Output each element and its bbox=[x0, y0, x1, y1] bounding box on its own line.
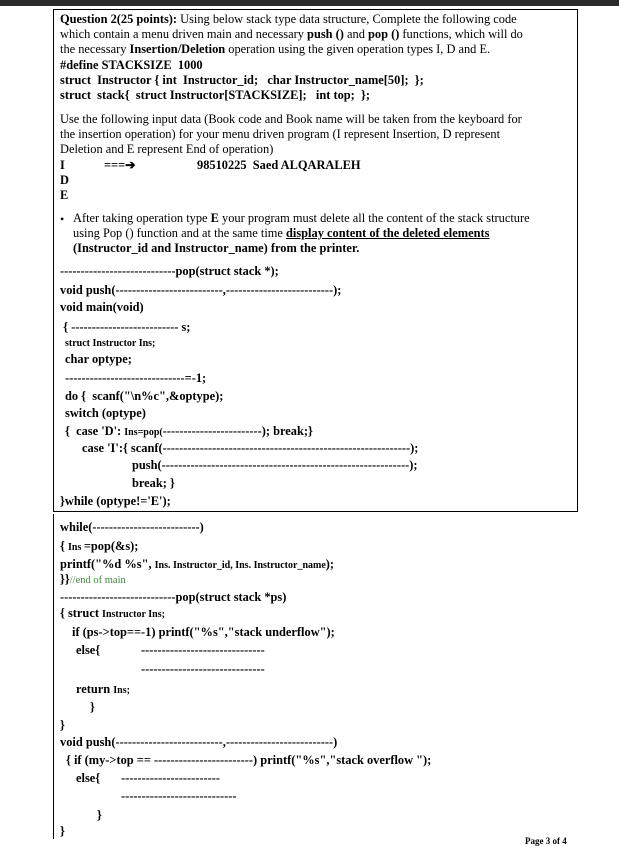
return-line bbox=[76, 682, 130, 698]
pop-assign-line bbox=[60, 539, 138, 555]
question-line-2 bbox=[60, 27, 523, 41]
define-line: #define STACKSIZE 1000 bbox=[60, 58, 203, 72]
bullet-line-2 bbox=[73, 226, 489, 240]
instructions-line-1: Use the following input data (Book code and Book name will be taken from the keyboard for bbox=[60, 112, 522, 126]
switch-line: switch (optype) bbox=[65, 406, 146, 420]
return-b: Ins; bbox=[113, 685, 130, 696]
case-d-a: { case 'D': bbox=[65, 424, 125, 438]
question-intro-3-start: the necessary bbox=[60, 42, 130, 56]
blank-line-2: ------------------------------ bbox=[141, 662, 265, 676]
case-i-line: case 'I':{ scanf(------------------------------------------------------------); bbox=[82, 441, 419, 455]
bullet-line-1-b: E bbox=[210, 211, 219, 225]
main-declaration: void main(void) bbox=[60, 300, 144, 314]
instructions-line-3: Deletion and E represent End of operation) bbox=[60, 142, 274, 156]
question-intro-2: which contain a menu driven main and necessary bbox=[60, 27, 308, 41]
return-a: return bbox=[76, 682, 114, 696]
instructions-line-2: the insertion operation) for your menu driven program (I represent Insertion, D represent bbox=[60, 127, 501, 141]
printf-line bbox=[60, 557, 334, 573]
push-declaration: void push(--------------------------,--------------------------); bbox=[60, 283, 342, 297]
struct-ins-decl: struct Instructor Ins; bbox=[65, 338, 156, 349]
question-intro-1: Using below stack type data structure, Complete the following code bbox=[177, 12, 517, 26]
left-border-line bbox=[53, 514, 54, 839]
overflow-a: { if (my->top == bbox=[66, 753, 155, 767]
overflow-line bbox=[66, 753, 431, 767]
underflow-line: if (ps->top==-1) printf("%s","stack underflow"); bbox=[72, 625, 335, 639]
op-e: E bbox=[60, 188, 69, 202]
bullet-line-1-c: your program must delete all the content of the stack structure bbox=[218, 211, 530, 225]
question-intro-2-end: functions, which will do bbox=[399, 27, 523, 41]
close-brace-3: } bbox=[97, 808, 102, 822]
char-optype-decl: char optype; bbox=[65, 352, 132, 366]
blank-line-4: ---------------------------- bbox=[121, 789, 237, 803]
printf-b: Ins. Instructor_id, Ins. Instructor_name bbox=[154, 560, 326, 571]
end-main-line bbox=[60, 572, 126, 588]
bullet-icon: • bbox=[60, 212, 65, 226]
close-brace-2: } bbox=[60, 718, 65, 732]
and-text: and bbox=[343, 27, 368, 41]
question-line-1 bbox=[60, 12, 517, 26]
struct-instructor-line: struct Instructor { int Instructor_id; char Instructor_name[50]; }; bbox=[60, 73, 424, 87]
top-bar bbox=[0, 0, 619, 6]
question-title: Question 2(25 points): bbox=[60, 12, 178, 26]
blank-line-3: ------------------------ bbox=[121, 771, 221, 785]
main-open: { -------------------------- s; bbox=[60, 320, 191, 334]
push-call-line: push(------------------------------------------------------------); bbox=[132, 458, 418, 472]
input-data-value: 98510225 Saed ALQARALEH bbox=[197, 158, 361, 172]
pop-assign-b: Ins bbox=[67, 542, 84, 553]
bullet-line-3: (Instructor_id and Instructor_name) from the printer. bbox=[73, 241, 360, 255]
pop-definition: ----------------------------pop(struct stack *ps) bbox=[60, 590, 287, 604]
bullet-line-1-a: After taking operation type bbox=[73, 211, 211, 225]
bullet-line-1 bbox=[73, 211, 530, 225]
break-line: break; } bbox=[132, 476, 175, 490]
question-intro-3-end: operation using the given operation types I, D and E. bbox=[225, 42, 491, 56]
close-brace-1: } bbox=[90, 700, 95, 714]
page-number: Page 3 of 4 bbox=[525, 836, 567, 846]
ins-del-label: Insertion/Deletion bbox=[129, 42, 226, 56]
struct-stack-line: struct stack{ struct Instructor[STACKSIZE]; int top; }; bbox=[60, 88, 370, 102]
else-1: else{ bbox=[76, 643, 101, 657]
end-main-comment: //end of main bbox=[69, 575, 126, 586]
blank-line-1: ------------------------------ bbox=[141, 643, 265, 657]
top-init: -----------------------------=-1; bbox=[65, 371, 207, 385]
pop-assign-c: =pop(&s); bbox=[83, 539, 139, 553]
question-line-3 bbox=[60, 42, 490, 56]
end-main-a: }} bbox=[60, 572, 70, 586]
else-2: else{ bbox=[76, 771, 101, 785]
printf-a: printf("%d %s", bbox=[60, 557, 155, 571]
while-empty-line: while(--------------------------) bbox=[60, 520, 204, 534]
arrow-icon: ===➔ bbox=[104, 158, 136, 172]
pop-open-a: { struct bbox=[60, 606, 103, 620]
op-i: I bbox=[60, 158, 65, 172]
push-definition: void push(--------------------------,--------------------------) bbox=[60, 735, 338, 749]
push-fn-label: push () bbox=[307, 27, 344, 41]
case-d-b: Ins=pop( bbox=[124, 427, 163, 438]
pop-open-b: Instructor Ins; bbox=[102, 609, 165, 620]
op-d: D bbox=[60, 173, 69, 187]
while-cond-line: }while (optype!='E'); bbox=[60, 494, 171, 508]
overflow-b: ------------------------) printf("%s","stack overflow "); bbox=[154, 753, 432, 767]
case-d-c: ------------------------); break;} bbox=[162, 424, 313, 438]
pop-open-line bbox=[60, 606, 165, 622]
pop-declaration: ----------------------------pop(struct stack *); bbox=[60, 264, 279, 278]
bullet-line-2-a: using Pop () function and at the same time bbox=[73, 226, 287, 240]
close-brace-4: } bbox=[60, 824, 65, 838]
pop-fn-label: pop () bbox=[368, 27, 400, 41]
do-scanf: do { scanf("\n%c",&optype); bbox=[65, 389, 224, 403]
pop-assign-a: { bbox=[60, 539, 68, 553]
printf-c: ); bbox=[325, 557, 335, 571]
bullet-line-2-b: display content of the deleted elements bbox=[286, 226, 490, 240]
case-d-line bbox=[65, 424, 313, 440]
